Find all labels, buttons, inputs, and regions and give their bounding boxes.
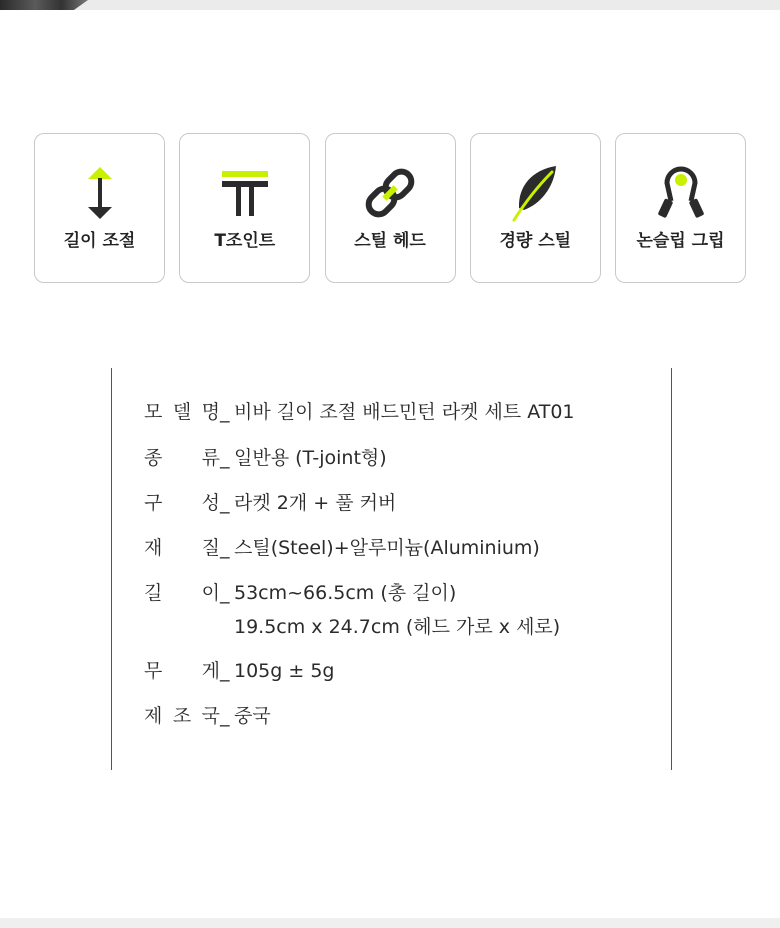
feature-card-grip <box>615 133 746 283</box>
spec-table: 모 델 명 _ 비바 길이 조절 배드민턴 라켓 세트 AT01 종 류 _ 일반용 (T-joint형) 구 성 _ 라켓 2개 + 풀 커버 재 질 _ 스틸(Steel)+알루미늄(Aluminium) 길 이 _ 53cm~66.5cm (총 길이) 19.5cm x 24.7cm (헤드 가로 x 세로) 무 게 _ 105g ± 5g 제 조 국 _ 중국 <box>111 368 672 770</box>
spec-key: 길 이 <box>144 582 220 604</box>
feature-card-steel-head <box>325 133 456 283</box>
bottom-divider-strip <box>0 918 780 928</box>
feature-card-length <box>34 133 165 283</box>
spec-key: 제 조 국 <box>144 705 220 727</box>
feature-card-tjoint <box>179 133 310 283</box>
feature-card-lightweight <box>470 133 601 283</box>
top-banner-strip <box>0 0 780 10</box>
spec-key: 종 류 <box>144 447 220 469</box>
grip-handle-icon <box>616 162 745 224</box>
feature-label: 논슬립 그립 <box>636 231 725 251</box>
spec-key: 구 성 <box>144 492 220 514</box>
spec-value: 일반용 (T-joint형) <box>234 447 387 469</box>
feature-label: 경량 스틸 <box>499 231 572 251</box>
spec-value: 105g ± 5g <box>234 660 335 682</box>
vertical-double-arrow-icon <box>35 162 164 224</box>
feature-label: 길이 조절 <box>63 231 136 251</box>
feather-icon <box>471 162 600 224</box>
spec-value: 중국 <box>234 705 271 727</box>
spec-key: 모 델 명 <box>144 401 220 423</box>
spec-value-secondary: 19.5cm x 24.7cm (헤드 가로 x 세로) <box>234 616 561 638</box>
spec-value: 비바 길이 조절 배드민턴 라켓 세트 AT01 <box>234 401 575 423</box>
top-banner-image <box>0 0 88 10</box>
spec-value: 53cm~66.5cm (총 길이) <box>234 582 457 604</box>
feature-icons-row <box>34 133 746 285</box>
feature-label: T조인트 <box>214 231 276 251</box>
spec-value: 스틸(Steel)+알루미늄(Aluminium) <box>234 537 540 559</box>
spec-key: 재 질 <box>144 537 220 559</box>
spec-key: 무 게 <box>144 660 220 682</box>
chain-link-icon <box>326 162 455 224</box>
spec-value: 라켓 2개 + 풀 커버 <box>234 492 397 514</box>
t-joint-icon <box>180 162 309 224</box>
feature-label: 스틸 헤드 <box>354 231 426 251</box>
